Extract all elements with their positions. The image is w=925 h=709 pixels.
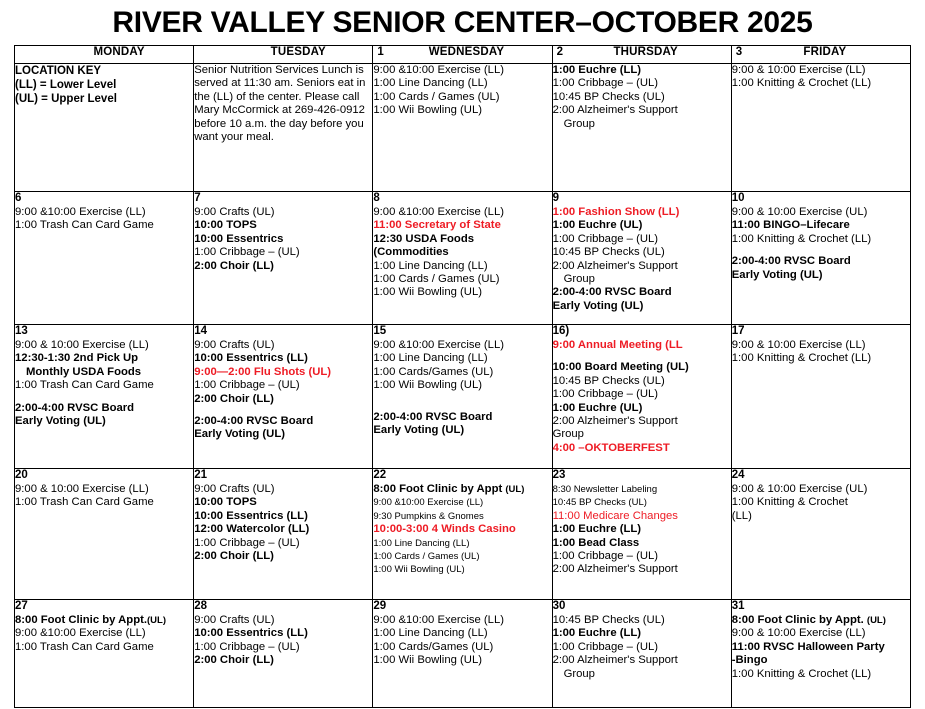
event-entry: 2:00-4:00 RVSC Board	[194, 415, 314, 428]
event-spacer	[553, 352, 731, 361]
event-entry: 8:30 Newsletter Labeling	[552, 484, 658, 495]
event-entry: 1:00 Wii Bowling (UL)	[373, 286, 482, 299]
day-header	[552, 46, 731, 64]
event-entry: 1:00 Line Dancing (LL)	[373, 77, 488, 90]
event-entry: 2:00-4:00 RVSC Board	[373, 410, 493, 423]
week-row	[15, 64, 911, 192]
day-cell[interactable]	[194, 325, 373, 469]
event-entry: 1:00 Cribbage – (UL)	[552, 550, 659, 563]
day-cell[interactable]	[552, 469, 731, 600]
day-cell[interactable]	[373, 64, 552, 192]
location-key-line: (LL) = Lower Level	[15, 79, 117, 91]
day-cell[interactable]	[15, 325, 194, 469]
event-entry: 9:00 & 10:00 Exercise (LL)	[15, 339, 149, 351]
event-entry: 1:00 Knitting & Crochet (LL)	[731, 77, 872, 90]
event-entry: 9:00 &10:00 Exercise (LL)	[373, 64, 504, 76]
event-entry: 1:00 Knitting & Crochet (LL)	[731, 667, 872, 680]
event-entry: 1:00 Cribbage – (UL)	[552, 388, 659, 401]
event-entry: 1:00 Cards/Games (UL)	[373, 640, 494, 653]
day-number: 16)	[552, 325, 570, 337]
day-header	[15, 46, 194, 64]
day-cell[interactable]	[194, 600, 373, 708]
event-entry: 2:00-4:00 RVSC Board	[731, 255, 851, 268]
day-cell[interactable]	[731, 600, 910, 708]
nutrition-note: Senior Nutrition Services Lunch is served at 11:30 am. Seniors eat in the (LL) of the center. Please call Mary McCormick at 269-426-0912 before 10 a.m. the day before you want your meal.	[194, 64, 366, 144]
day-cell[interactable]	[194, 192, 373, 325]
day-number: 27	[15, 600, 28, 612]
event-spacer	[15, 393, 193, 402]
event-entry: 9:00 Crafts (UL)	[194, 339, 275, 351]
event-entry: 2:00 Alzheimer's Support	[552, 415, 678, 428]
day-cell[interactable]	[15, 192, 194, 325]
event-entry: 2:00 Choir (LL)	[194, 654, 274, 667]
event-entry: 2:00 Choir (LL)	[194, 550, 274, 563]
event-entry: 10:00 TOPS	[194, 219, 257, 232]
event-entry: 12:30 USDA Foods	[373, 232, 475, 245]
event-entry: 1:00 Euchre (LL)	[552, 627, 642, 640]
event-entry: 2:00-4:00 RVSC Board	[552, 286, 672, 299]
day-cell[interactable]	[552, 325, 731, 469]
event-entry: 1:00 Line Dancing (LL)	[373, 537, 470, 549]
day-number: 3	[735, 46, 743, 58]
day-number: 29	[373, 600, 387, 612]
event-entry: 1:00 Line Dancing (LL)	[373, 259, 488, 272]
day-cell[interactable]	[731, 64, 910, 192]
event-entry: 9:00 &10:00 Exercise (LL)	[373, 339, 504, 351]
event-entry: 1:00 Wii Bowling (UL)	[373, 564, 465, 576]
event-entry: 1:00 Knitting & Crochet	[731, 496, 848, 509]
weekday-label: WEDNESDAY	[428, 46, 505, 58]
event-entry: 11:00 BINGO–Lifecare	[731, 219, 850, 232]
event-entry: 1:00 Euchre (UL)	[552, 401, 643, 414]
event-entry: 1:00 Cribbage – (UL)	[194, 536, 300, 549]
event-entry: Early Voting (UL)	[15, 415, 106, 428]
event-entry: 1:00 Cards/Games (UL)	[373, 365, 494, 378]
event-entry: 10:00 Essentrics (LL)	[194, 509, 308, 522]
event-entry: 9:00 & 10:00 Exercise (UL)	[731, 483, 868, 495]
event-entry: 9:00 Annual Meeting (LL	[552, 339, 683, 351]
event-entry: 10:00 Essentrics (LL)	[194, 627, 308, 640]
event-entry: Early Voting (UL)	[731, 268, 823, 281]
event-entry: 1:00 Wii Bowling (UL)	[373, 379, 482, 392]
event-entry: 2:00 Choir (LL)	[194, 392, 274, 405]
event-entry: 1:00 Cards / Games (UL)	[373, 273, 500, 286]
calendar-table	[14, 45, 911, 708]
event-entry: 11:00 Secretary of State	[373, 219, 501, 232]
event-entry: 9:00 &10:00 Exercise (LL)	[15, 206, 146, 218]
event-entry: 10:45 BP Checks (UL)	[552, 614, 665, 626]
event-entry: Group	[563, 273, 595, 286]
event-entry: 9:00 &10:00 Exercise (LL)	[373, 497, 484, 509]
day-number: 15	[373, 325, 387, 337]
event-spacer	[373, 402, 551, 411]
event-entry: 10:45 BP Checks (UL)	[552, 246, 665, 259]
event-entry: 11:00 RVSC Halloween Party	[731, 640, 885, 653]
day-header	[194, 46, 373, 64]
day-number: 13	[15, 325, 28, 337]
day-cell[interactable]	[373, 469, 552, 600]
day-cell[interactable]	[731, 192, 910, 325]
day-number: 17	[731, 325, 745, 337]
event-entry: 9:00 & 10:00 Exercise (UL)	[731, 206, 868, 218]
event-entry: 9:00 Crafts (UL)	[194, 614, 275, 626]
event-entry: 2:00 Alzheimer's Support	[552, 654, 678, 667]
event-entry: -Bingo	[731, 654, 768, 667]
week-row	[15, 469, 911, 600]
event-entry: 9:00 & 10:00 Exercise (LL)	[15, 483, 149, 495]
location-key	[15, 64, 193, 106]
day-cell[interactable]	[373, 192, 552, 325]
event-entry: 9:00 & 10:00 Exercise (LL)	[731, 627, 866, 640]
event-spacer	[732, 246, 910, 255]
day-number: 22	[373, 469, 387, 481]
event-entry: 8:00 Foot Clinic by Appt.(UL)	[15, 614, 167, 626]
event-entry: 1:00 Euchre (LL)	[552, 523, 642, 536]
weekday-label: FRIDAY	[803, 46, 847, 58]
event-entry: 10:45 BP Checks (UL)	[552, 374, 665, 387]
event-entry: 1:00 Euchre (LL)	[552, 64, 642, 76]
week-row	[15, 192, 911, 325]
day-cell[interactable]	[15, 469, 194, 600]
day-number: 24	[731, 469, 745, 481]
event-entry: 1:00 Euchre (UL)	[552, 219, 643, 232]
day-number: 1	[377, 46, 384, 58]
day-number: 6	[15, 192, 22, 204]
event-entry: 1:00 Wii Bowling (UL)	[373, 104, 482, 117]
event-entry: 9:00 Crafts (UL)	[194, 483, 275, 495]
day-number: 14	[194, 325, 207, 337]
event-entry: 1:00 Line Dancing (LL)	[373, 352, 488, 365]
event-entry: 4:00 –OKTOBERFEST	[552, 441, 670, 454]
event-entry: 2:00 Choir (LL)	[194, 259, 274, 272]
day-cell[interactable]	[552, 192, 731, 325]
event-entry: 1:00 Trash Can Card Game	[15, 379, 154, 392]
event-entry: 1:00 Cribbage – (UL)	[552, 640, 659, 653]
day-cell[interactable]	[731, 325, 910, 469]
event-entry: 1:00 Wii Bowling (UL)	[373, 654, 482, 667]
day-number: 2	[556, 46, 563, 58]
event-entry: 9:00 &10:00 Exercise (LL)	[373, 206, 504, 218]
event-entry: 1:00 Cribbage – (UL)	[552, 77, 659, 90]
day-header	[373, 46, 552, 64]
event-entry: Early Voting (UL)	[194, 428, 285, 441]
event-entry: Monthly USDA Foods	[26, 365, 142, 378]
location-key-line: (UL) = Upper Level	[15, 93, 117, 105]
event-spacer	[194, 406, 372, 415]
event-entry: 1:00 Cards / Games (UL)	[373, 90, 500, 103]
week-header-row	[15, 46, 911, 64]
event-entry: 9:00 & 10:00 Exercise (LL)	[731, 64, 866, 76]
event-entry: 8:00 Foot Clinic by Appt. (UL)	[731, 614, 886, 626]
day-number: 30	[552, 600, 566, 612]
event-entry: Group	[563, 117, 595, 130]
day-number: 20	[15, 469, 28, 481]
day-cell[interactable]	[552, 64, 731, 192]
event-entry: 11:00 Medicare Changes	[552, 509, 678, 522]
day-number: 7	[194, 192, 201, 204]
weekday-label: TUESDAY	[270, 46, 326, 58]
day-cell[interactable]	[731, 469, 910, 600]
event-entry: Group	[552, 428, 584, 441]
weekday-label: MONDAY	[93, 46, 145, 58]
event-entry: 10:00 TOPS	[194, 496, 257, 509]
event-entry: 1:00 Cribbage – (UL)	[194, 640, 300, 653]
day-cell[interactable]	[15, 600, 194, 708]
day-cell[interactable]	[194, 469, 373, 600]
event-entry: 9:00 &10:00 Exercise (LL)	[15, 627, 146, 640]
event-entry: 1:00 Line Dancing (LL)	[373, 627, 488, 640]
day-cell[interactable]	[194, 64, 373, 192]
event-entry: 10:45 BP Checks (UL)	[552, 90, 665, 103]
event-entry: 1:00 Bead Class	[552, 536, 640, 549]
event-entry: 1:00 Cribbage – (UL)	[194, 246, 300, 259]
weekday-label: THURSDAY	[613, 46, 678, 58]
day-cell[interactable]	[373, 600, 552, 708]
day-cell[interactable]	[373, 325, 552, 469]
event-entry: 1:00 Knitting & Crochet (LL)	[731, 352, 872, 365]
day-number: 21	[194, 469, 207, 481]
event-entry: 1:00 Cribbage – (UL)	[194, 379, 300, 392]
event-entry: Group	[563, 667, 595, 680]
day-number: 31	[731, 600, 745, 612]
page-title: RIVER VALLEY SENIOR CENTER–OCTOBER 2025	[112, 6, 813, 39]
event-entry: Early Voting (UL)	[552, 299, 644, 312]
event-entry: 1:00 Cribbage – (UL)	[552, 232, 659, 245]
event-entry: 10:00 Essentrics	[194, 232, 284, 245]
event-entry: 10:00 Essentrics (LL)	[194, 352, 308, 365]
event-entry: 9:00 Crafts (UL)	[194, 206, 275, 218]
day-cell[interactable]	[15, 64, 194, 192]
event-entry: 2:00 Alzheimer's Support	[552, 563, 678, 576]
event-entry: (Commodities	[373, 246, 449, 259]
event-entry: 2:00 Alzheimer's Support	[552, 259, 678, 272]
day-number: 23	[552, 469, 566, 481]
event-entry: 9:00—2:00 Flu Shots (UL)	[194, 365, 332, 378]
week-row	[15, 600, 911, 708]
day-header	[731, 46, 910, 64]
event-entry: 12:00 Watercolor (LL)	[194, 523, 310, 536]
event-entry: 10:45 BP Checks (UL)	[552, 497, 647, 509]
event-entry: 1:00 Cards / Games (UL)	[373, 551, 480, 563]
day-number: 10	[731, 192, 745, 204]
event-entry: 1:00 Trash Can Card Game	[15, 640, 154, 653]
day-number: 9	[552, 192, 559, 204]
week-row	[15, 325, 911, 469]
event-entry: 10:00-3:00 4 Winds Casino	[373, 523, 516, 536]
event-entry: 2:00 Alzheimer's Support	[552, 104, 678, 117]
event-entry: 1:00 Knitting & Crochet (LL)	[731, 232, 872, 245]
day-cell[interactable]	[552, 600, 731, 708]
event-entry: Early Voting (UL)	[373, 424, 465, 437]
event-entry: 2:00-4:00 RVSC Board	[15, 401, 135, 414]
event-entry: 9:00 &10:00 Exercise (LL)	[373, 614, 504, 626]
event-spacer	[373, 393, 551, 402]
event-entry: 10:00 Board Meeting (UL)	[552, 361, 689, 374]
day-number: 28	[194, 600, 207, 612]
location-key-line: LOCATION KEY	[15, 65, 102, 77]
event-entry: 9:00 & 10:00 Exercise (LL)	[731, 339, 866, 351]
event-entry: 1:00 Fashion Show (LL)	[552, 206, 680, 218]
event-entry: 1:00 Trash Can Card Game	[15, 496, 154, 509]
day-number: 8	[373, 192, 380, 204]
event-entry: (LL)	[731, 509, 752, 522]
event-entry: 9:30 Pumpkins & Gnomes	[373, 510, 484, 522]
event-entry: 8:00 Foot Clinic by Appt (UL)	[373, 483, 525, 495]
event-entry: 1:00 Trash Can Card Game	[15, 219, 154, 232]
event-entry: 12:30-1:30 2nd Pick Up	[15, 352, 139, 365]
